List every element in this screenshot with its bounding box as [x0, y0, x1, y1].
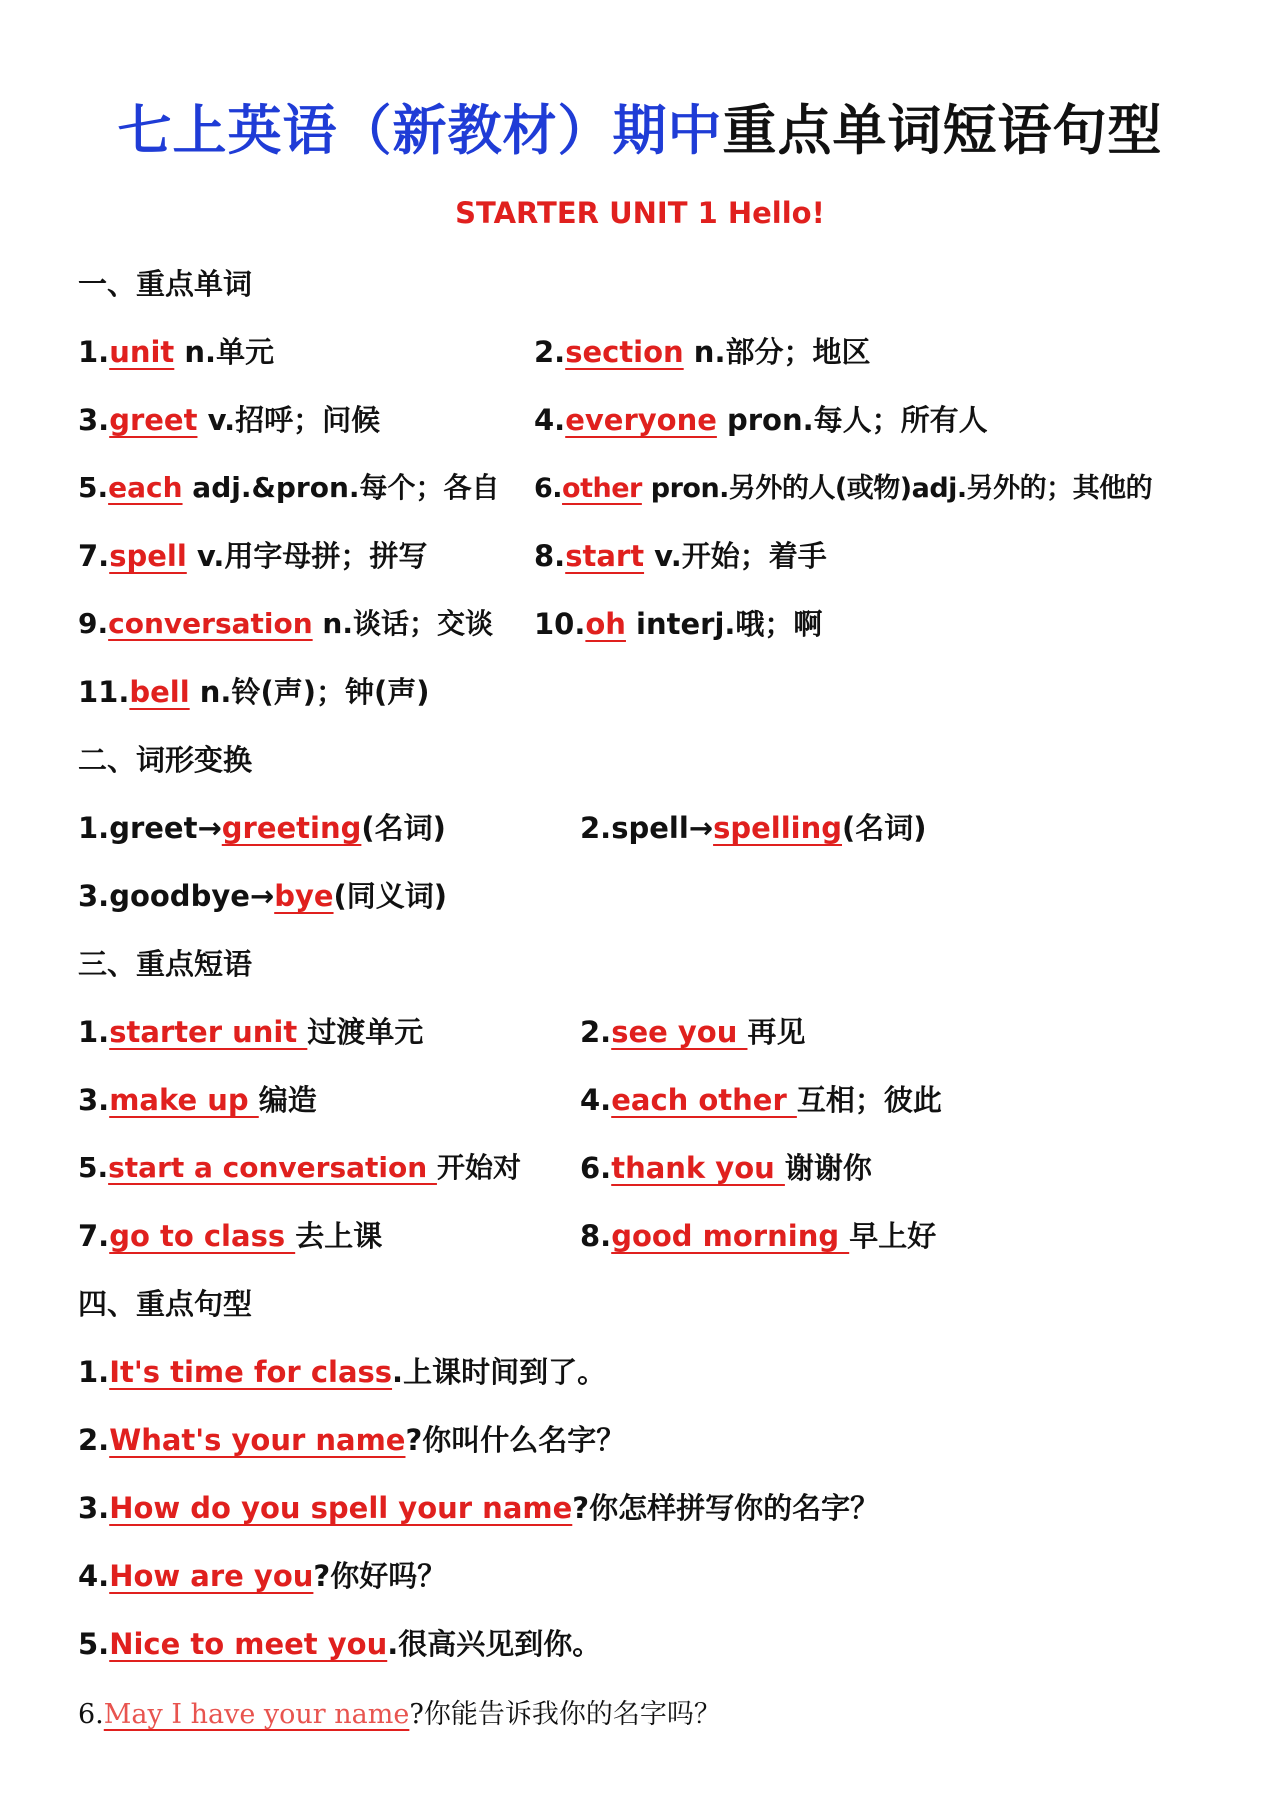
phrase-meaning: 谢谢你 — [784, 1151, 872, 1185]
sentence-zh: ?你能告诉我你的名字吗？ — [409, 1699, 721, 1730]
word-item-8 — [534, 534, 827, 575]
word-num: 9. — [78, 607, 109, 640]
sentence-zh: ?你叫什么名字？ — [405, 1423, 626, 1457]
sentence-item-4 — [78, 1554, 446, 1595]
sentence-en: It's time for class — [109, 1355, 393, 1389]
word-def: v.招呼；问候 — [197, 403, 381, 437]
phrase-text: go to class — [109, 1219, 296, 1253]
phrase-item-3 — [78, 1078, 317, 1119]
phrase-num: 2. — [580, 1015, 612, 1049]
word-num: 10. — [534, 607, 586, 641]
phrase-text: starter unit — [109, 1015, 308, 1049]
phrase-item-1 — [78, 1010, 423, 1051]
word-def: n.部分；地区 — [683, 335, 871, 369]
section-heading-phrases: 三、重点短语 — [78, 947, 253, 981]
word-def: n.铃(声)；钟(声) — [189, 675, 430, 709]
title-part-2: 重点单词短语句型 — [722, 99, 1163, 162]
word-item-11 — [78, 670, 429, 711]
form-base: greet→ — [109, 811, 222, 845]
word-item-10 — [534, 602, 822, 643]
sentence-en: How are you — [109, 1559, 314, 1593]
word-num: 7. — [78, 539, 110, 573]
word-def: n.单元 — [174, 335, 275, 369]
word-def: v.用字母拼；拼写 — [186, 539, 428, 573]
word-item-2 — [534, 330, 870, 371]
section-heading-words: 一、重点单词 — [78, 267, 253, 301]
word-item-1 — [78, 330, 274, 371]
form-note: (同义词) — [333, 879, 448, 913]
sentence-item-6 — [78, 1692, 721, 1731]
form-num: 2. — [580, 811, 612, 845]
phrase-num: 4. — [580, 1083, 612, 1117]
form-item-1 — [78, 806, 446, 847]
form-note: (名词) — [842, 811, 927, 845]
word-term: section — [565, 335, 684, 369]
phrase-num: 3. — [78, 1083, 110, 1117]
phrase-text: make up — [109, 1083, 259, 1117]
word-item-6 — [534, 466, 1152, 505]
sentence-num: 6. — [78, 1699, 104, 1730]
form-note: (名词) — [361, 811, 446, 845]
word-term: greet — [109, 403, 198, 437]
phrase-num: 1. — [78, 1015, 110, 1049]
phrase-meaning: 互相；彼此 — [796, 1083, 942, 1117]
phrase-num: 6. — [580, 1151, 612, 1185]
phrase-item-2 — [580, 1010, 805, 1051]
word-def: pron.每人；所有人 — [716, 403, 988, 437]
sentence-item-5 — [78, 1622, 601, 1663]
phrase-text: start a conversation — [108, 1151, 437, 1184]
word-item-4 — [534, 398, 988, 439]
sentence-item-1 — [78, 1350, 606, 1391]
page-title — [0, 88, 1280, 165]
form-item-3 — [78, 874, 447, 915]
sentence-en: What's your name — [109, 1423, 406, 1457]
phrase-meaning: 开始对 — [436, 1151, 521, 1184]
word-num: 8. — [534, 539, 566, 573]
word-def: pron.另外的人(或物)adj.另外的；其他的 — [641, 473, 1153, 504]
phrase-meaning: 早上好 — [849, 1219, 937, 1253]
phrase-text: thank you — [611, 1151, 785, 1185]
sentence-zh: ?你好吗？ — [313, 1559, 447, 1593]
word-term: each — [108, 471, 183, 504]
sentence-num: 4. — [78, 1559, 110, 1593]
phrase-num: 7. — [78, 1219, 110, 1253]
sentence-num: 3. — [78, 1491, 110, 1525]
word-term: bell — [129, 675, 190, 709]
word-term: oh — [585, 607, 626, 641]
phrase-item-7 — [78, 1214, 382, 1255]
sentence-zh: .上课时间到了。 — [392, 1355, 607, 1389]
sentence-item-3 — [78, 1486, 879, 1527]
phrase-text: see you — [611, 1015, 748, 1049]
phrase-item-5 — [78, 1146, 521, 1186]
word-term: conversation — [108, 607, 313, 640]
phrase-item-4 — [580, 1078, 942, 1119]
word-def: n.谈话；交谈 — [312, 607, 493, 640]
word-item-7 — [78, 534, 427, 575]
form-num: 3. — [78, 879, 110, 913]
word-def: v.开始；着手 — [644, 539, 827, 573]
form-word: greeting — [221, 811, 362, 845]
form-word: spelling — [713, 811, 842, 845]
word-num: 11. — [78, 675, 130, 709]
word-term: other — [562, 473, 642, 504]
word-num: 6. — [534, 473, 563, 504]
phrase-num: 8. — [580, 1219, 612, 1253]
phrase-meaning: 去上课 — [295, 1219, 383, 1253]
word-num: 2. — [534, 335, 566, 369]
form-num: 1. — [78, 811, 110, 845]
phrase-item-8 — [580, 1214, 936, 1255]
word-def: interj.哦；啊 — [625, 607, 823, 641]
word-num: 5. — [78, 471, 109, 504]
phrase-meaning: 再见 — [747, 1015, 806, 1049]
word-num: 3. — [78, 403, 110, 437]
word-def: adj.&pron.每个；各自 — [182, 471, 500, 504]
form-word: bye — [274, 879, 334, 913]
sentence-num: 1. — [78, 1355, 110, 1389]
phrase-text: each other — [611, 1083, 797, 1117]
sentence-item-2 — [78, 1418, 625, 1459]
word-item-5 — [78, 466, 500, 506]
phrase-num: 5. — [78, 1151, 109, 1184]
unit-subtitle: STARTER UNIT 1 Hello! — [455, 196, 825, 230]
word-term: start — [565, 539, 645, 573]
sentence-num: 2. — [78, 1423, 110, 1457]
word-num: 1. — [78, 335, 110, 369]
sentence-en: How do you spell your name — [109, 1491, 573, 1525]
phrase-meaning: 过渡单元 — [307, 1015, 424, 1049]
phrase-item-6 — [580, 1146, 872, 1187]
word-item-9 — [78, 602, 493, 642]
form-base: goodbye→ — [109, 879, 275, 913]
phrase-text: good morning — [611, 1219, 850, 1253]
word-num: 4. — [534, 403, 566, 437]
sentence-en: Nice to meet you — [109, 1627, 388, 1661]
section-heading-forms: 二、词形变换 — [78, 743, 253, 777]
form-base: spell→ — [611, 811, 714, 845]
phrase-meaning: 编造 — [258, 1083, 317, 1117]
word-item-3 — [78, 398, 380, 439]
word-term: spell — [109, 539, 187, 573]
section-heading-sentences: 四、重点句型 — [78, 1287, 253, 1321]
word-term: everyone — [565, 403, 717, 437]
sentence-num: 5. — [78, 1627, 110, 1661]
title-part-1: 七上英语（新教材）期中 — [117, 99, 723, 162]
word-term: unit — [109, 335, 175, 369]
sentence-zh: ?你怎样拼写你的名字？ — [572, 1491, 880, 1525]
form-item-2 — [580, 806, 927, 847]
sentence-zh: .很高兴见到你。 — [387, 1627, 602, 1661]
sentence-en: May I have your name — [103, 1699, 410, 1730]
